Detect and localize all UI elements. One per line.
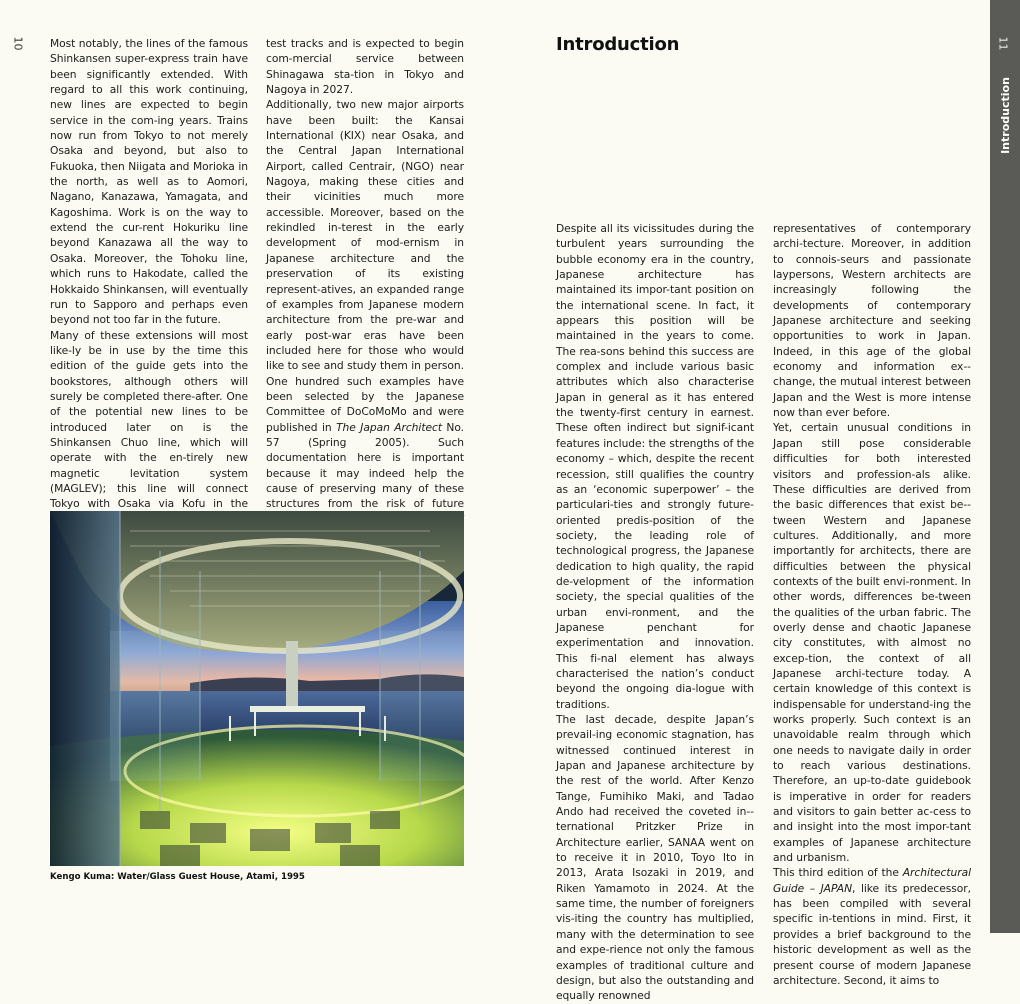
text-column-1: [50, 36, 248, 588]
italic-title: The Japan Architect: [336, 420, 442, 434]
text-run: No. 57 (Spring 2005). Such documentation here is important because it may indeed help the cause of preserving many of these structures from the risk of future: [266, 420, 465, 511]
page-title: Introduction: [556, 34, 680, 55]
paragraph: test tracks and is expected to begin com-mercial service between Shinagawa sta-tion in Tokyo and Nagoya in 2027.: [266, 37, 464, 97]
figure-caption: Kengo Kuma: Water/Glass Guest House, Atami, 1995: [50, 872, 305, 882]
paragraph: representatives of contemporary archi-tecture. Moreover, in addition to connois-seurs and passionate laypersons, Western architects are increasingly following the developments of contemporary Japanese architecture and seeking opportunities to work in Japan. Indeed, in this age of the global economy and information ex-change, the mutual interest between Japan and the West is more intense now than ever before.: [773, 222, 971, 420]
architecture-photo: [50, 511, 464, 866]
text-run: , like its predecessor, has been compiled with several specific in-tentions in mind. First, it provides a brief background to the historic development as well as the present course of modern Japanese architecture. Second, it aims to: [773, 881, 971, 987]
paragraph: [773, 865, 971, 988]
text-column-4: [773, 221, 971, 988]
paragraph: Despite all its vicissitudes during the turbulent years surrounding the bubble economy era in the country, Japanese architecture has maintained its impor-tant position on the international scene. In fact, it appears this position will be maintained in the years to come. The rea-sons behind this success are complex and include various basic attributes which also characterise Japan in general as it has entered the twenty-first century in earnest. These often indirect but signif-icant features include: the strengths of the economy – which, despite the recent recession, still qualifies the country as an ‘economic superpower’ – the particulari-ties and strongly future-oriented predis-position of the society, the leading role of technological progress, the Japanese dedication to high quality, the rapid de-velopment of the information society, the special qualities of the urban envi-ronment, and the Japanese penchant for experimentation and innovation. This fi-nal element has always characterised the nation’s conduct beyond the ongoing dia-logue with traditions.: [556, 222, 754, 711]
paragraph: The last decade, despite Japan’s prevail-ing economic stagnation, has witnessed continued interest in Japan and Japanese architecture by the rest of the world. After Kenzo Tange, Fumihiko Maki, and Tadao Ando had received the coveted in-ternational Pritzker Prize in Architecture earlier, SANAA went on to receive it in 2010, Toyo Ito in 2013, Arata Isozaki in 2019, and Riken Yamamoto in 2024. At the same time, the number of foreigners vis-iting the country has multiplied, many with the determination to see and expe-rience not only the famous examples of traditional culture and design, but also the outstanding and equally renowned: [556, 713, 754, 1003]
paragraph: Most notably, the lines of the famous Shinkansen super-express train have been significantly extended. With regard to all this work continuing, new lines are expected to begin service in the com-ing years. Trains now run from Tokyo to not merely Osaka and beyond, but also to Fukuoka, then Niigata and Morioka in the north, as well as to Aomori, Nagano, Kanazawa, Yamagata, and Kagoshima. Work is on the way to extend the cur-rent Hokuriku line beyond Kanazawa all the way to Osaka. Moreover, the Tohoku line, which runs to Hakodate, called the Hokkaido Shinkansen, will eventually run to Sapporo and perhaps even beyond not too far in the future.: [50, 37, 248, 327]
italic-title: Architectural Guide – JAPAN: [773, 866, 971, 895]
page-number-left: 10: [11, 36, 25, 51]
page-number-right: 11: [996, 36, 1010, 51]
text-run: This third edition of the: [773, 866, 903, 880]
section-tab: [990, 76, 1020, 154]
paragraph: Many of these extensions will most like-ly be in use by the time this edition of the guide gets into the bookstores, although others will surely be completed there-after. One of the potential new lines to be introduced later on is the Shinkansen Chuo line, which will operate with the en-tirely new magnetic levitation system (MAGLEV); this line will connect Tokyo with Osaka via Kofu in the: [50, 328, 248, 511]
text-run: Additionally, two new major airports have been built: the Kansai International (KIX) near Osaka, and the Central Japan International Airport, called Centrair, (NGO) near Nagoya, making these cities and their vicinities much more accessible. Moreover, based on the rekindled in-terest in the early development of mod-ernism in Japanese architecture and the preservation of its existing represent-atives, an expanded range of examples from Japanese modern architecture from the pre-war and early post-war eras have been included here for those who would like to see and study them in person. One hundred such examples have been selected by the Japanese Committee of DoCoMoMo and were published in: [266, 98, 464, 434]
text-column-3: [556, 221, 754, 1004]
paragraph: Yet, certain unusual conditions in Japan still pose considerable difficulties for both interested visitors and profession-als alike. These difficulties are derived from the basic differences that exist be-tween Western and Japanese cultures. Additionally, and more importantly for architects, there are difficulties between the physical contexts of the built envi-ronment. In other words, differences be-tween the qualities of the urban fabric. The overly dense and chaotic Japanese city constitutes, with almost no excep-tion, the context of all Japanese archi-tecture today. A certain knowledge of this context is indispensable for understand-ing the works properly. Such context is an unavoidable realm through which one needs to navigate daily in order to reach various destinations. Therefore, an up-to-date guidebook is imperative in order for readers and visitors to gain better ac-cess to and insight into the most impor-tant examples of Japanese architecture and urbanism.: [773, 421, 971, 865]
section-tab-label: Introduction: [998, 76, 1012, 154]
